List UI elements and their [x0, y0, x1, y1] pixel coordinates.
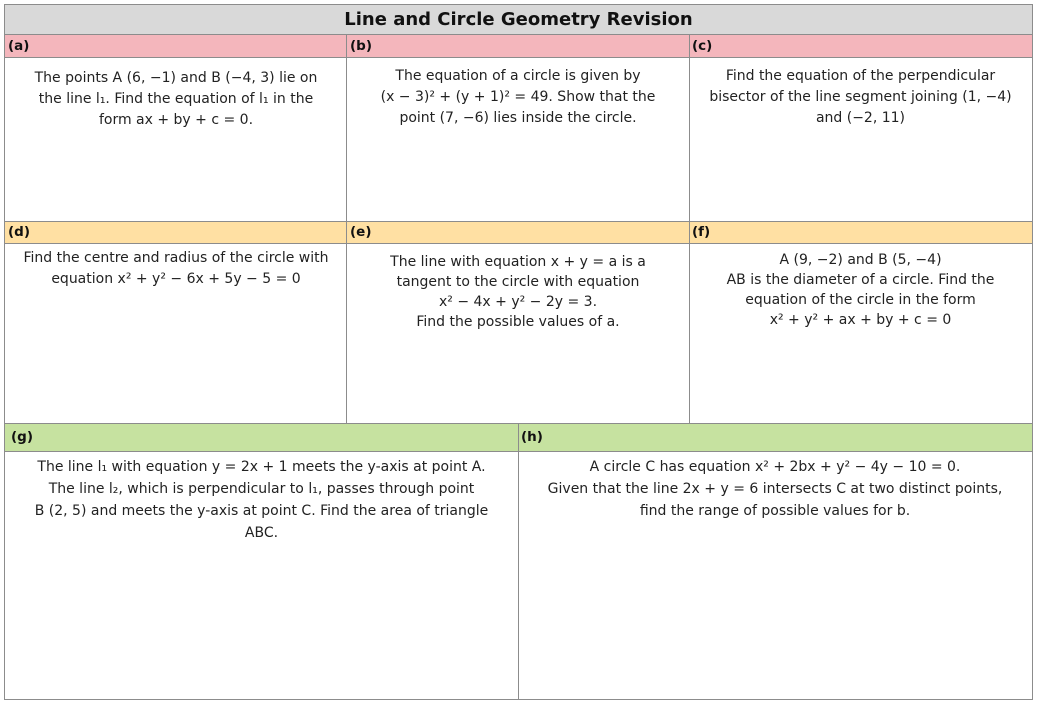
question-a-line: form ax + by + c = 0.: [98, 112, 254, 128]
question-g-line: The line l₁ with equation y = 2x + 1 meets the y-axis at point A.: [37, 459, 486, 475]
question-f-line: x² + y² + ax + by + c = 0: [769, 312, 952, 328]
question-g-text: [5, 452, 518, 544]
question-h-label: (h): [518, 423, 1032, 452]
question-h-line: A circle C has equation x² + 2bx + y² − 4y − 10 = 0.: [589, 459, 961, 475]
question-a-line: the line l₁. Find the equation of l₁ in the: [38, 91, 314, 107]
question-a-line: The points A (6, −1) and B (−4, 3) lie on: [34, 70, 318, 86]
question-e: [347, 221, 689, 423]
question-d: [5, 221, 347, 423]
question-d-label: (d): [5, 221, 347, 244]
question-a: [5, 35, 347, 221]
question-e-line: The line with equation x + y = a is a: [390, 254, 646, 270]
question-g-line: The line l₂, which is perpendicular to l₁, passes through point: [48, 481, 475, 497]
question-g-line: ABC.: [244, 525, 279, 541]
question-b: [347, 35, 689, 221]
question-f-line: AB is the diameter of a circle. Find the: [726, 272, 995, 288]
worksheet-title: Line and Circle Geometry Revision: [5, 5, 1032, 35]
row-divider: [5, 221, 1032, 222]
question-a-label: (a): [5, 35, 347, 58]
question-h-text: [518, 452, 1032, 522]
column-divider: [346, 35, 347, 423]
column-divider: [518, 423, 519, 700]
worksheet-frame: [4, 4, 1033, 700]
question-e-line: x² − 4x + y² − 2y = 3.: [438, 294, 598, 310]
question-c-line: bisector of the line segment joining (1, −4): [709, 89, 1012, 105]
question-b-line: point (7, −6) lies inside the circle.: [399, 110, 637, 126]
question-f-label: (f): [689, 221, 1032, 244]
question-e-text: [347, 244, 689, 332]
question-g-line: B (2, 5) and meets the y-axis at point C. Find the area of triangle: [34, 503, 489, 519]
question-h: [518, 423, 1032, 699]
column-divider: [689, 35, 690, 423]
question-b-label: (b): [347, 35, 689, 58]
question-e-line: tangent to the circle with equation: [396, 274, 640, 290]
question-c: [689, 35, 1032, 221]
question-e-label: (e): [347, 221, 689, 244]
question-f-line: A (9, −2) and B (5, −4): [779, 252, 942, 268]
question-e-line: Find the possible values of a.: [416, 314, 620, 330]
question-c-line: and (−2, 11): [815, 110, 906, 126]
question-a-text: [5, 58, 347, 131]
question-f-line: equation of the circle in the form: [745, 292, 976, 308]
question-b-text: [347, 58, 689, 129]
question-c-text: [689, 58, 1032, 129]
question-b-line: (x − 3)² + (y + 1)² = 49. Show that the: [380, 89, 656, 105]
question-g-label: (g): [5, 423, 518, 452]
question-d-text: [5, 244, 347, 290]
question-c-line: Find the equation of the perpendicular: [725, 68, 996, 84]
question-h-line: Given that the line 2x + y = 6 intersects C at two distinct points,: [547, 481, 1003, 497]
question-f: [689, 221, 1032, 423]
question-h-line: find the range of possible values for b.: [639, 503, 911, 519]
question-f-text: [689, 244, 1032, 330]
question-c-label: (c): [689, 35, 1032, 58]
question-g: [5, 423, 518, 699]
question-b-line: The equation of a circle is given by: [395, 68, 641, 84]
question-d-line: equation x² + y² − 6x + 5y − 5 = 0: [51, 271, 301, 287]
question-d-line: Find the centre and radius of the circle with: [23, 250, 329, 266]
